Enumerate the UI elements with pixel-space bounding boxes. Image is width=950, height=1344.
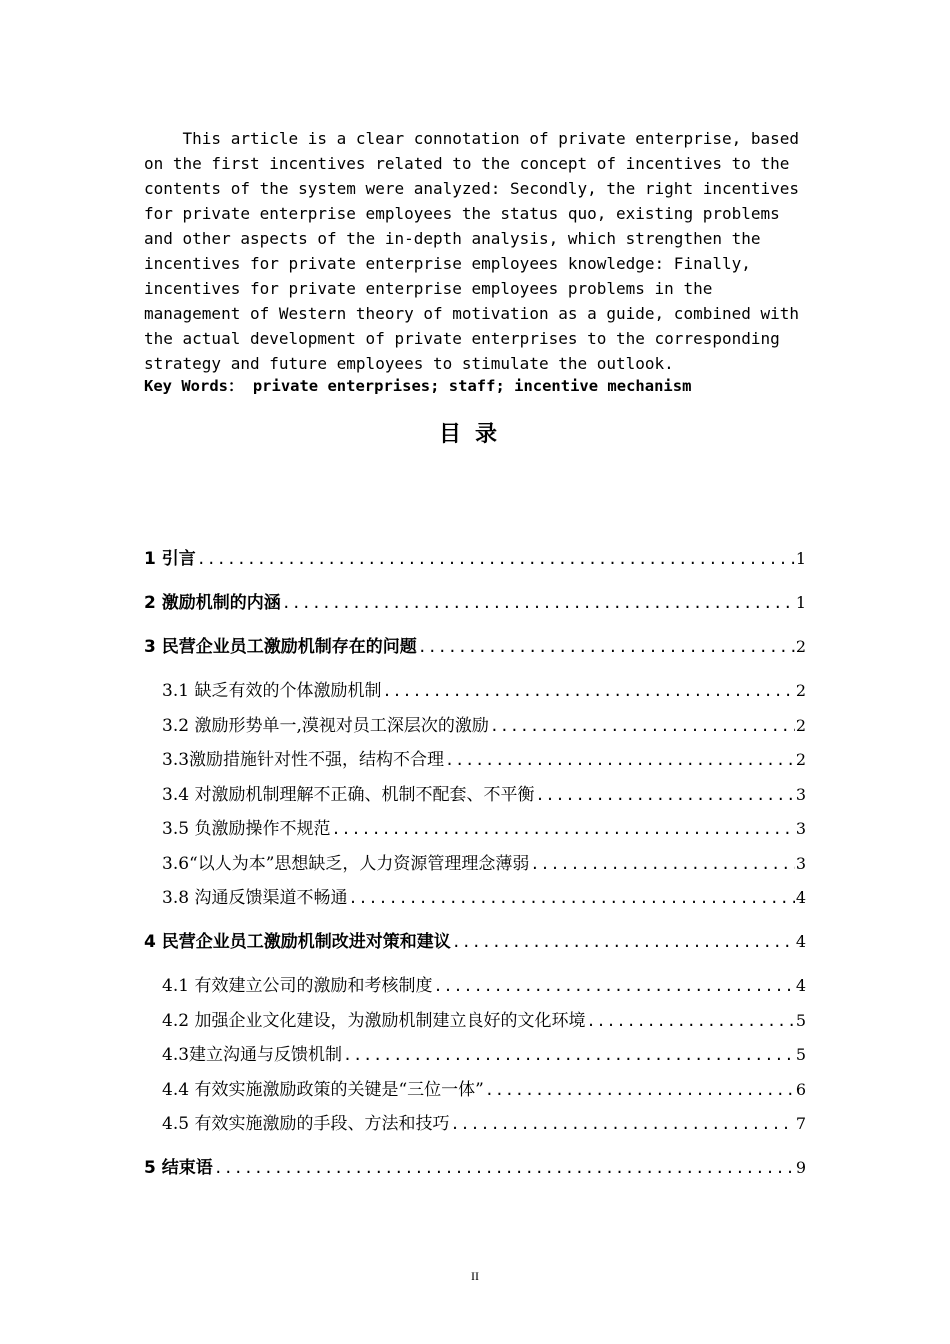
toc-entry-label: 3.5 负激励操作不规范 [162,819,331,839]
toc-entry[interactable] [144,1155,806,1181]
toc-entry-label: 3.4 对激励机制理解不正确、机制不配套、不平衡 [162,785,535,805]
toc-entry[interactable] [144,634,806,660]
toc-entry[interactable] [162,782,806,808]
toc-entry[interactable] [162,885,806,911]
abstract-line: for private enterprise employees the status quo, existing problems [144,204,780,223]
toc-entry-page: 7 [795,1114,806,1133]
toc-leader-dots [586,1008,794,1034]
toc-entry-label: 5 结束语 [144,1158,213,1178]
toc-entry-label: 3.8 沟通反馈渠道不畅通 [162,888,348,908]
toc-entry[interactable] [162,678,806,704]
toc-entry-page: 2 [795,716,806,735]
toc-entry[interactable] [162,816,806,842]
abstract-line: incentives for private enterprise employees knowledge: Finally, [144,254,751,273]
toc-entry-label: 4 民营企业员工激励机制改进对策和建议 [144,932,451,952]
toc-leader-dots [535,782,794,808]
toc-title: 目录 [438,421,511,447]
abstract-line: incentives for private enterprise employees problems in the [144,279,713,298]
toc-entry-page: 3 [795,854,806,873]
toc-entry-label: 4.1 有效建立公司的激励和考核制度 [162,976,433,996]
toc-leader-dots [331,816,794,842]
toc-entry-page: 4 [795,888,806,907]
toc-entry[interactable] [162,1111,806,1137]
toc-leader-dots [343,1042,795,1068]
toc-entry-page: 9 [795,1158,806,1177]
toc-entry-label: 3.3激励措施针对性不强，结构不合理 [162,750,445,770]
toc-leader-dots [530,851,794,877]
toc-entry-label: 4.2 加强企业文化建设，为激励机制建立良好的文化环境 [162,1011,586,1031]
abstract-line: This article is a clear connotation of private enterprise, based [144,129,800,148]
toc-entry-label: 4.3建立沟通与反馈机制 [162,1045,343,1065]
toc-leader-dots [282,590,795,616]
toc-entry[interactable] [162,713,806,739]
toc-entry-label: 1 引言 [144,549,196,569]
toc-entry-page: 1 [795,549,806,568]
toc-leader-dots [348,885,794,911]
toc-leader-dots [450,1111,794,1137]
toc-leader-dots [214,1155,795,1181]
toc-entry-page: 5 [795,1011,806,1030]
toc-entry-page: 2 [795,637,806,656]
toc-entry-label: 4.4 有效实施激励政策的关键是“三位一体” [162,1080,484,1100]
toc-leader-dots [197,546,795,572]
toc-leader-dots [418,634,795,660]
abstract-line: on the first incentives related to the concept of incentives to the [144,154,790,173]
toc-entry-label: 3.2 激励形势单一,漠视对员工深层次的激励 [162,716,489,736]
abstract-line: contents of the system were analyzed: Secondly, the right incentives [144,179,800,198]
toc-entry-page: 4 [795,932,806,951]
toc-entry[interactable] [144,546,806,572]
toc-entry-label: 4.5 有效实施激励的手段、方法和技巧 [162,1114,450,1134]
toc-entry[interactable] [144,590,806,616]
toc-entry-page: 6 [795,1080,806,1099]
toc-entry-page: 3 [795,785,806,804]
toc-entry-page: 2 [795,750,806,769]
toc-entry-page: 1 [795,593,806,612]
toc-entry[interactable] [162,747,806,773]
toc-leader-dots [452,929,795,955]
toc-leader-dots [445,747,795,773]
toc-leader-dots [490,713,795,739]
toc-entry-label: 3.1 缺乏有效的个体激励机制 [162,681,382,701]
toc-entry-page: 2 [795,681,806,700]
abstract-line: the actual development of private enterprises to the corresponding [144,329,780,348]
toc-entry[interactable] [162,1077,806,1103]
toc-entry[interactable] [162,1042,806,1068]
page-number: II [471,1269,479,1283]
toc-entry[interactable] [144,929,806,955]
toc-entry-label: 2 激励机制的内涵 [144,593,281,613]
toc-entry-page: 4 [795,976,806,995]
toc-entry[interactable] [162,973,806,999]
toc-entry-label: 3 民营企业员工激励机制存在的问题 [144,637,417,657]
toc-leader-dots [433,973,794,999]
toc-leader-dots [382,678,794,704]
keywords-line: Key Words： private enterprises; staff; incentive mechanism [144,377,692,395]
abstract-line: strategy and future employees to stimulate the outlook. [144,354,674,373]
abstract-line: and other aspects of the in-depth analysis, which strengthen the [144,229,761,248]
toc-entry-label: 3.6“以人为本”思想缺乏，人力资源管理理念薄弱 [162,854,530,874]
toc-entry-page: 3 [795,819,806,838]
abstract-line: management of Western theory of motivation as a guide, combined with [144,304,800,323]
toc-entry-page: 5 [795,1045,806,1064]
toc-leader-dots [485,1077,795,1103]
toc-entry[interactable] [162,1008,806,1034]
toc-entry[interactable] [162,851,806,877]
